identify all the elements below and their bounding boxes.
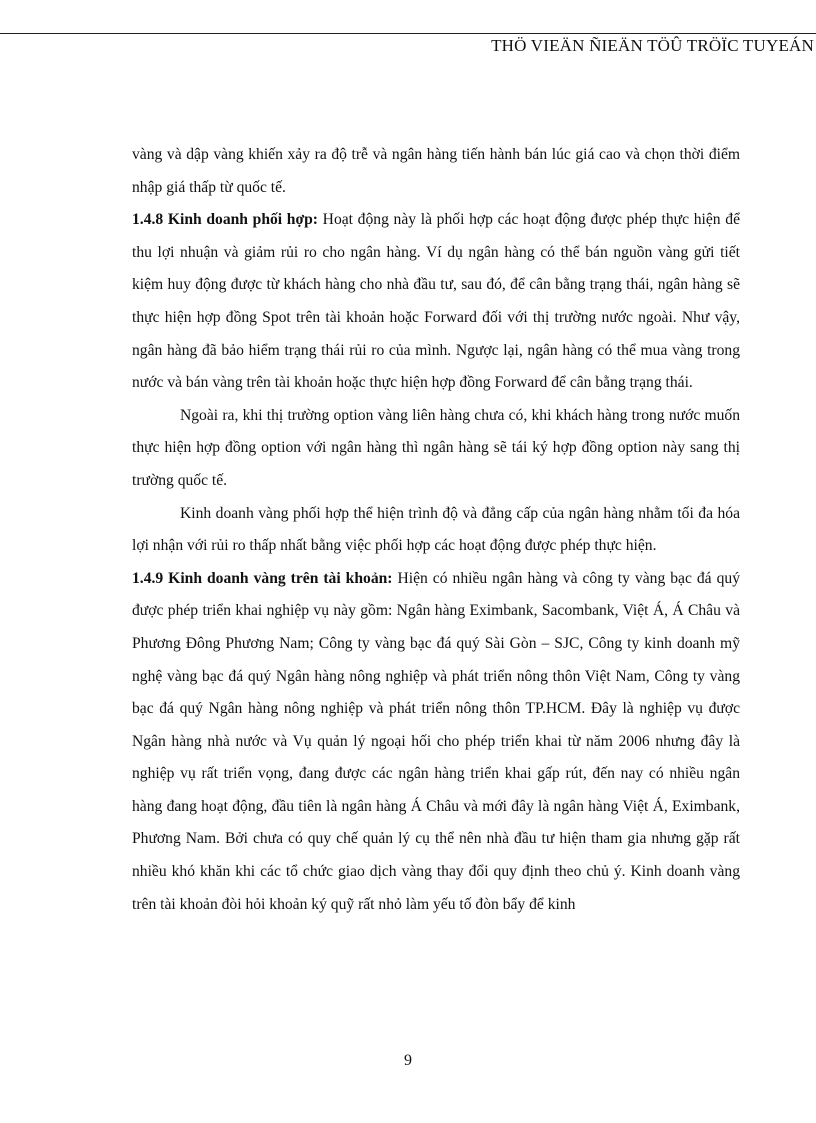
header-title: THÖ VIEÄN ÑIEÄN TÖÛ TRÖÏC TUYEÁN bbox=[491, 36, 814, 55]
document-body bbox=[132, 139, 740, 921]
paragraph-text: Kinh doanh vàng phối hợp thể hiện trình độ và đẳng cấp của ngân hàng nhằm tối đa hóa lợi nhận với rủi ro thấp nhất bằng việc phối hợp các hoạt động được phép thực hiện. bbox=[132, 504, 740, 555]
page-number: 9 bbox=[404, 1052, 412, 1069]
paragraph-text: vàng và dập vàng khiến xảy ra độ trễ và ngân hàng tiến hành bán lúc giá cao và chọn thời điểm nhập giá thấp từ quốc tế. bbox=[132, 146, 740, 196]
paragraph-section-1-4-8 bbox=[132, 204, 740, 400]
paragraph-section-1-4-9 bbox=[132, 563, 740, 922]
paragraph-summary bbox=[132, 498, 740, 563]
paragraph-text: Ngoài ra, khi thị trường option vàng liên hàng chưa có, khi khách hàng trong nước muốn thực hiện hợp đồng option với ngân hàng thì ngân hàng sẽ tái ký hợp đồng option này sang thị trường quốc tế. bbox=[132, 406, 740, 489]
section-heading: 1.4.9 Kinh doanh vàng trên tài khoản: bbox=[132, 569, 393, 587]
paragraph-continuation bbox=[132, 139, 740, 204]
paragraph-text: Hiện có nhiều ngân hàng và công ty vàng bạc đá quý được phép triển khai nghiệp vụ này gồm: Ngân hàng Eximbank, Sacombank, Việt Á, Á Châu và Phương Đông Phương Nam; Công ty vàng bạc đá quý Sài Gòn – SJC, Công ty kinh doanh mỹ nghệ vàng bạc đá quý Ngân hàng nông nghiệp và phát triển nông thôn Việt Nam, Công ty vàng bạc đá quý Ngân hàng nông nghiệp và phát triển nông thôn TP.HCM. Đây là nghiệp vụ được Ngân hàng nhà nước và Vụ quản lý ngoại hối cho phép triển khai từ năm 2006 nhưng đây là nghiệp vụ rất triển vọng, đang được các ngân hàng triển khai gấp rút, đến nay có nhiều ngân hàng đang hoạt động, đầu tiên là ngân hàng Á Châu và mới đây là ngân hàng Việt Á, Eximbank, Phương Nam. Bởi chưa có quy chế quản lý cụ thể nên nhà đầu tư hiện tham gia nhưng gặp rất nhiều khó khăn khi các tổ chức giao dịch vàng thay đổi quy định theo chủ ý. Kinh doanh vàng trên tài khoản đòi hỏi khoản ký quỹ rất nhỏ làm yếu tố đòn bẩy để kinh bbox=[132, 569, 740, 913]
paragraph-text: Hoạt động này là phối hợp các hoạt động được phép thực hiện để thu lợi nhuận và giảm rủi ro cho ngân hàng. Ví dụ ngân hàng có thể bán nguồn vàng gửi tiết kiệm huy động được từ khách hàng cho nhà đầu tư, sau đó, để cân bằng trạng thái, ngân hàng sẽ thực hiện hợp đồng Spot trên tài khoản hoặc Forward đối với thị trường nước ngoài. Như vậy, ngân hàng đã bảo hiểm trạng thái rủi ro của mình. Ngược lại, ngân hàng có thể mua vàng trong nước và bán vàng trên tài khoản hoặc thực hiện hợp đồng Forward để cân bằng trạng thái. bbox=[132, 211, 740, 392]
header-rule bbox=[0, 33, 816, 34]
section-heading: 1.4.8 Kinh doanh phối hợp: bbox=[132, 211, 318, 229]
paragraph-option bbox=[132, 400, 740, 498]
